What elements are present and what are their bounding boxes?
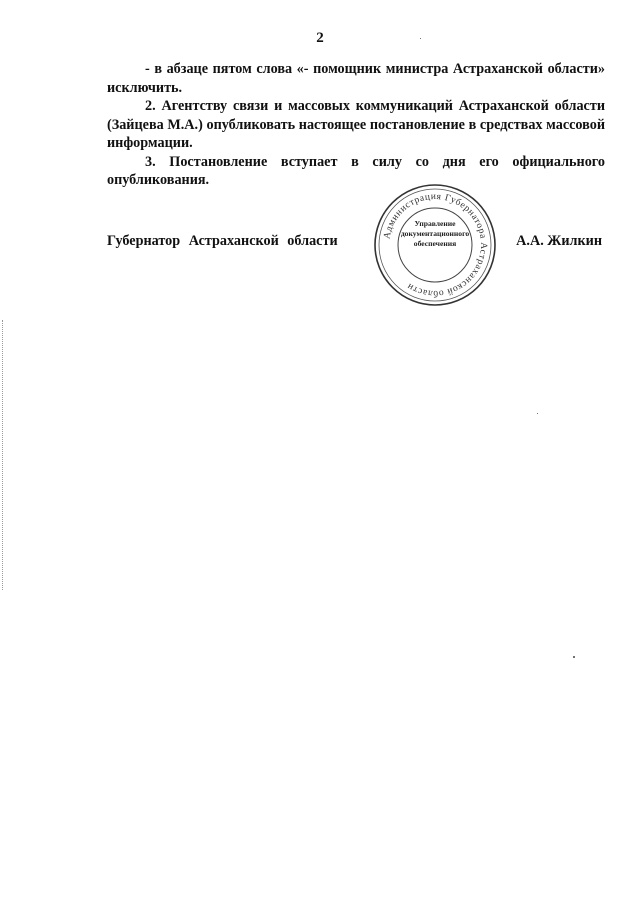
scan-edge-mark	[2, 320, 4, 590]
paragraph-3: 3. Постановление вступает в силу со дня его официального опубликования.	[107, 153, 605, 188]
scan-speck	[573, 656, 575, 658]
seal-ring-text: Администрация Губернатора Астраханской области	[382, 191, 489, 299]
official-seal	[373, 183, 497, 307]
document-body	[107, 60, 605, 190]
paragraph-2: 2. Агентству связи и массовых коммуникаций Астраханской области (Зайцева М.А.) опубликовать настоящее постановление в средствах массовой информации.	[107, 98, 605, 151]
scan-speck	[420, 38, 421, 39]
seal-center-text	[391, 219, 479, 249]
page-number: 2	[316, 30, 324, 46]
seal-line-1: Управление	[414, 219, 456, 228]
paragraph-1: - в абзаце пятом слова «- помощник министра Астраханской области» исключить.	[107, 61, 605, 96]
scan-speck	[537, 413, 538, 414]
seal-line-3: обеспечения	[413, 239, 457, 248]
seal-line-2: документационного	[400, 229, 470, 238]
signatory-name: А.А. Жилкин	[516, 233, 602, 249]
signatory-position: Губернатор Астраханской области	[107, 233, 338, 249]
